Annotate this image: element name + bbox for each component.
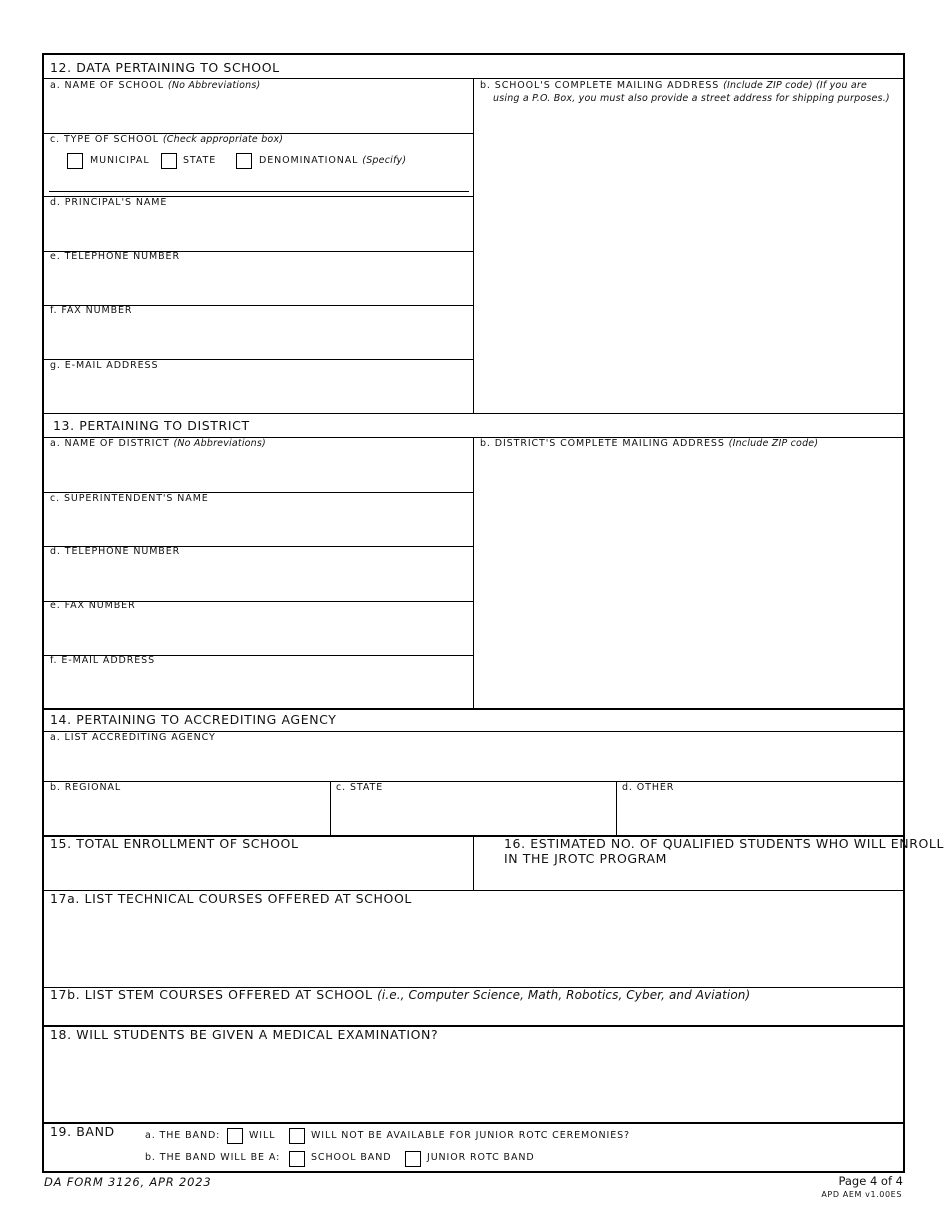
accrediting-agency-label: a. LIST ACCREDITING AGENCY xyxy=(50,732,216,743)
section-17a-title: 17a. LIST TECHNICAL COURSES OFFERED AT SCHOOL xyxy=(50,891,412,906)
school-address-field[interactable] xyxy=(474,79,903,413)
section-14-title: 14. PERTAINING TO ACCREDITING AGENCY xyxy=(50,712,337,727)
district-address-label: b. DISTRICT'S COMPLETE MAILING ADDRESS (Include ZIP code) xyxy=(480,438,819,449)
section-13-title: 13. PERTAINING TO DISTRICT xyxy=(53,418,250,433)
municipal-checkbox[interactable] xyxy=(67,153,83,169)
divider xyxy=(44,1122,903,1124)
district-fax-label: e. FAX NUMBER xyxy=(50,600,136,611)
page-number: Page 4 of 4 xyxy=(838,1174,903,1188)
section-15-title: 15. TOTAL ENROLLMENT OF SCHOOL xyxy=(50,836,299,851)
band-type-label: b. THE BAND WILL BE A: xyxy=(145,1152,281,1163)
divider xyxy=(44,413,903,414)
school-band-checkbox[interactable] xyxy=(289,1151,305,1167)
state-checkbox[interactable] xyxy=(161,153,177,169)
district-name-label: a. NAME OF DISTRICT (No Abbreviations) xyxy=(50,438,266,449)
jrotc-band-label: JUNIOR ROTC BAND xyxy=(427,1152,535,1163)
school-telephone-label: e. TELEPHONE NUMBER xyxy=(50,251,180,262)
band-availability-label: a. THE BAND: xyxy=(145,1130,221,1141)
principal-name-label: d. PRINCIPAL'S NAME xyxy=(50,197,168,208)
form-page xyxy=(42,53,945,1173)
band-will-label: WILL xyxy=(249,1130,276,1141)
superintendent-name-label: c. SUPERINTENDENT'S NAME xyxy=(50,493,209,504)
band-will-checkbox[interactable] xyxy=(227,1128,243,1144)
municipal-label: MUNICIPAL xyxy=(90,155,150,166)
section-16-title-cont: IN THE JROTC PROGRAM xyxy=(504,851,667,866)
divider xyxy=(44,708,903,710)
section-12-title: 12. DATA PERTAINING TO SCHOOL xyxy=(50,60,280,75)
state-label: STATE xyxy=(183,155,217,166)
school-address-label: b. SCHOOL'S COMPLETE MAILING ADDRESS (Include ZIP code) (If you are xyxy=(480,80,868,91)
denominational-specify-line[interactable] xyxy=(49,191,469,192)
band-will-not-checkbox[interactable] xyxy=(289,1128,305,1144)
section-16-title: 16. ESTIMATED NO. OF QUALIFIED STUDENTS WHO WILL ENROLL xyxy=(504,836,945,851)
section-17b-title: 17b. LIST STEM COURSES OFFERED AT SCHOOL (i.e., Computer Science, Math, Robotics, Cyber, and Aviation) xyxy=(50,987,751,1002)
band-will-not-label: WILL NOT BE AVAILABLE FOR JUNIOR ROTC CEREMONIES? xyxy=(311,1130,630,1141)
school-address-note: using a P.O. Box, you must also provide a street address for shipping purposes.) xyxy=(493,93,890,104)
district-telephone-label: d. TELEPHONE NUMBER xyxy=(50,546,181,557)
regional-label: b. REGIONAL xyxy=(50,782,122,793)
denominational-label: DENOMINATIONAL (Specify) xyxy=(259,155,407,166)
denominational-checkbox[interactable] xyxy=(236,153,252,169)
school-band-label: SCHOOL BAND xyxy=(311,1152,392,1163)
accreditation-other-label: d. OTHER xyxy=(622,782,675,793)
form-identifier: DA FORM 3126, APR 2023 xyxy=(44,1175,212,1189)
accreditation-state-label: c. STATE xyxy=(336,782,384,793)
version-code: APD AEM v1.00ES xyxy=(821,1190,902,1199)
section-18-title: 18. WILL STUDENTS BE GIVEN A MEDICAL EXAMINATION? xyxy=(50,1027,439,1042)
school-name-label: a. NAME OF SCHOOL (No Abbreviations) xyxy=(50,80,261,91)
school-email-label: g. E-MAIL ADDRESS xyxy=(50,360,159,371)
district-address-field[interactable] xyxy=(474,438,903,709)
district-email-label: f. E-MAIL ADDRESS xyxy=(50,655,156,666)
school-fax-label: f. FAX NUMBER xyxy=(50,305,133,316)
school-type-label: c. TYPE OF SCHOOL (Check appropriate box) xyxy=(50,134,284,145)
section-19-title: 19. BAND xyxy=(50,1124,115,1139)
jrotc-band-checkbox[interactable] xyxy=(405,1151,421,1167)
